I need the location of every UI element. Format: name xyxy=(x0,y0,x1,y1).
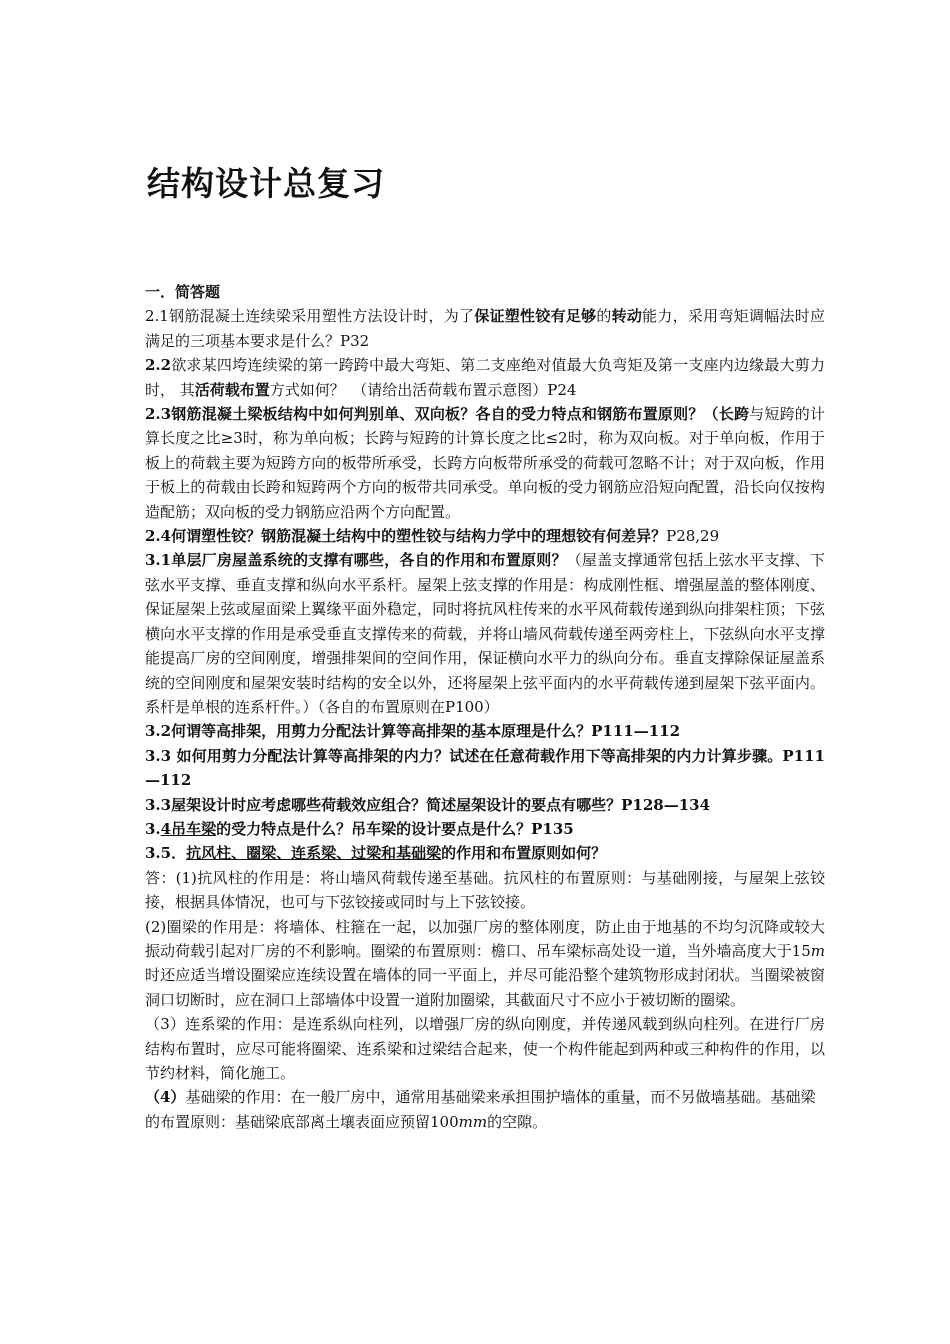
unit-m: m xyxy=(810,941,825,960)
question-2-1: 2.1钢筋混凝土连续梁采用塑性方法设计时，为了保证塑性铰有足够的转动能力，采用弯矩调幅法时应满足的三项基本要求是什么？P32 xyxy=(145,307,825,350)
question-2-2: 2.2欲求某四垮连续梁的第一跨跨中最大弯矩、第二支座绝对值最大负弯矩及第一支座内边缘最大剪力时， 其活荷载布置方式如何？ （请给出活荷载布置示意图）P24 xyxy=(145,356,825,399)
question-3-4: 3.4吊车梁的受力特点是什么？吊车梁的设计要点是什么？P135 xyxy=(145,819,574,838)
document-title: 结构设计总复习 xyxy=(147,164,385,203)
question-3-3b: 3.3屋架设计时应考虑哪些荷载效应组合？简述屋架设计的要点有哪些？P128—134 xyxy=(145,795,711,814)
question-2-4: 2.4何谓塑性铰？钢筋混凝土结构中的塑性铰与结构力学中的理想铰有何差异？P28,29 xyxy=(145,527,720,546)
question-2-3: 2.3钢筋混凝土梁板结构中如何判别单、双向板？各自的受力特点和钢筋布置原则？（长跨与短跨的计算长度之比≥3时，称为单向板；长跨与短跨的计算长度之比≤2时，称为双向板。对于单向板，作用于板上的荷载主要为短跨方向的板带所承受，长跨方向板带所承受的荷载可忽略不计；对于双向板，作用于板上的荷载由长跨和短跨两个方向的板带共同承受。单向板的受力钢筋应沿短向配置，沿长向仅按构造配筋；双向板的受力钢筋应沿两个方向配置。 xyxy=(145,405,825,521)
answer-3: （3）连系梁的作用：是连系纵向柱列，以增强厂房的纵向刚度，并传递风载到纵向柱列。在进行厂房结构布置时，应尽可能将圈梁、连系梁和过梁结合起来，使一个构件能起到两种或三种构件的作用，以节约材料，简化施工。 xyxy=(145,1015,825,1082)
document-body xyxy=(145,280,825,1134)
unit-mm: mm xyxy=(458,1112,488,1131)
question-3-2: 3.2何谓等高排架，用剪力分配法计算等高排架的基本原理是什么？P111—112 xyxy=(145,722,681,741)
answer-4: （4）基础梁的作用：在一般厂房中，通常用基础梁来承担围护墙体的重量，而不另做墙基础。基础梁的布置原则：基础梁底部离土壤表面应预留100mm的空隙。 xyxy=(145,1088,816,1131)
answer-1: 答：(1)抗风柱的作用是：将山墙风荷载传递至基础。抗风柱的布置原则：与基础刚接，与屋架上弦铰接，根据具体情况，也可与下弦铰接或同时与上下弦铰接。 xyxy=(145,868,825,912)
section-heading: 一．简答题 xyxy=(145,283,221,301)
question-3-5: 3.5．抗风柱、圈梁、连系梁、过梁和基础梁的作用和布置原则如何？ xyxy=(145,844,607,863)
answer-2: (2)圈梁的作用是：将墙体、柱箍在一起，以加强厂房的整体刚度，防止由于地基的不均匀沉降或较大振动荷载引起对厂房的不利影响。圈梁的布置原则：檐口、吊车梁标高处设一道，当外墙高度大于15m时还应适当增设圈梁应连续设置在墙体的同一平面上，并尽可能沿整个建筑物形成封闭状。当圈梁被窗洞口切断时，应在洞口上部墙体中设置一道附加圈梁，其截面尺寸不应小于被切断的圈梁。 xyxy=(145,917,825,1009)
question-3-3a: 3.3 如何用剪力分配法计算等高排架的内力？试述在任意荷载作用下等高排架的内力计算步骤。P111—112 xyxy=(145,746,825,790)
question-3-1: 3.1单层厂房屋盖系统的支撑有哪些，各自的作用和布置原则？（屋盖支撑通常包括上弦水平支撑、下弦水平支撑、垂直支撑和纵向水平系杆。屋架上弦支撑的作用是：构成刚性框、增强屋盖的整体刚度、保证屋架上弦或屋面梁上翼缘平面外稳定，同时将抗风柱传来的水平风荷载传递到纵向排架柱顶；下弦横向水平支撑的作用是承受垂直支撑传来的荷载，并将山墙风荷载传递至两旁柱上，下弦纵向水平支撑能提高厂房的空间刚度，增强排架间的空间作用，保证横向水平力的纵向分布。垂直支撑除保证屋盖系统的空间刚度和屋架安装时结构的安全以外，还将屋架上弦平面内的水平荷载传递到屋架下弦平面内。系杆是单根的连系杆件。）（各自的布置原则在P100） xyxy=(145,551,825,716)
